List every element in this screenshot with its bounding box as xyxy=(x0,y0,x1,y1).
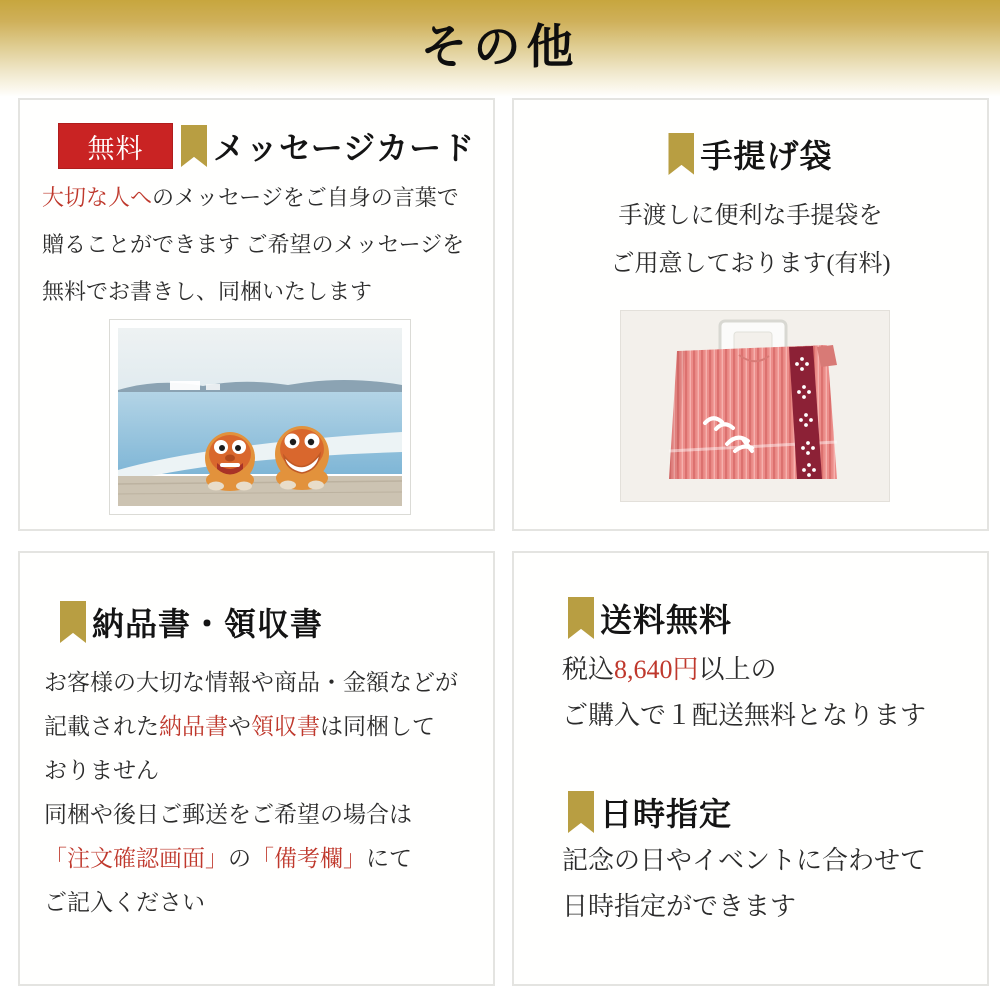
paper-bag-photo xyxy=(620,310,890,502)
text-segment: 無料でお書きし、同梱いたします xyxy=(42,279,373,304)
free-badge: 無料 xyxy=(58,123,173,169)
text-line xyxy=(562,647,926,693)
paper-bag-illustration xyxy=(621,311,889,501)
shisa-beach-photo xyxy=(109,319,411,515)
text-line xyxy=(44,661,458,705)
card-shipping-title-row xyxy=(568,595,732,641)
highlighted-text: 「備考欄」 xyxy=(251,846,366,871)
section-header xyxy=(0,0,1000,97)
text-line xyxy=(562,693,926,739)
text-line xyxy=(562,884,926,930)
card-invoice xyxy=(18,551,495,986)
shisa-left xyxy=(205,432,255,491)
card-datetime-title: 日時指定 xyxy=(600,796,733,832)
text-segment: 記念の日やイベントに合わせて xyxy=(562,846,927,875)
bookmark-ribbon-icon xyxy=(181,125,207,167)
text-line xyxy=(42,221,464,268)
bookmark-ribbon-icon xyxy=(568,791,594,833)
card-invoice-title: 納品書・領収書 xyxy=(92,606,324,642)
text-segment: ご用意しております(有料) xyxy=(610,251,891,277)
text-segment: の xyxy=(228,846,251,871)
text-segment: おりません xyxy=(44,758,159,783)
text-segment: ご購入で１配送無料となります xyxy=(562,701,927,730)
text-segment: ご記入ください xyxy=(44,890,205,915)
card-shipping-datetime xyxy=(512,551,989,986)
page-title: その他 xyxy=(420,22,580,74)
highlighted-text: 納品書 xyxy=(159,714,228,739)
text-segment: のメッセージをご自身の言葉で xyxy=(152,185,459,210)
text-line xyxy=(44,705,458,749)
text-segment: 同梱や後日ご郵送をご希望の場合は xyxy=(44,802,412,827)
card-shipping-text xyxy=(562,647,926,739)
shisa-beach-illustration xyxy=(118,328,402,506)
text-segment: 贈ることができます ご希望のメッセージを xyxy=(42,232,465,257)
card-bag-title: 手提げ袋 xyxy=(700,138,833,174)
shisa-right xyxy=(275,426,329,490)
text-segment: 記載された xyxy=(44,714,159,739)
text-line xyxy=(44,837,458,881)
card-datetime-title-row xyxy=(568,789,732,835)
text-segment: お客様の大切な情報や商品・金額などが xyxy=(44,670,458,695)
bookmark-ribbon-icon xyxy=(668,133,694,175)
highlighted-text: 「注文確認画面」 xyxy=(44,846,228,871)
text-segment: にて xyxy=(366,846,412,871)
text-line xyxy=(42,268,464,315)
text-segment: や xyxy=(228,714,251,739)
text-line xyxy=(514,240,987,288)
card-bag-text xyxy=(514,192,987,288)
bookmark-ribbon-icon xyxy=(60,601,86,643)
text-segment: は同梱して xyxy=(320,714,435,739)
highlighted-text: 領収書 xyxy=(251,714,320,739)
text-line xyxy=(44,793,458,837)
card-invoice-title-row xyxy=(60,599,323,645)
card-shipping-title: 送料無料 xyxy=(600,602,733,638)
text-segment: 日時指定ができます xyxy=(562,892,797,921)
text-line xyxy=(42,174,464,221)
text-segment: 税込 xyxy=(562,655,615,684)
card-message-title: メッセージカード xyxy=(213,130,476,166)
card-message-text xyxy=(42,174,464,315)
card-message xyxy=(18,98,495,531)
card-bag-title-row xyxy=(514,131,987,177)
text-line xyxy=(44,881,458,925)
bookmark-ribbon-icon xyxy=(568,597,594,639)
card-bag xyxy=(512,98,989,531)
text-segment: 以上の xyxy=(698,655,777,684)
card-datetime-text xyxy=(562,838,926,930)
card-invoice-text xyxy=(44,661,458,925)
text-segment: 手渡しに便利な手提袋を xyxy=(618,203,883,229)
card-message-title-row xyxy=(58,123,475,169)
text-line xyxy=(514,192,987,240)
text-line xyxy=(44,749,458,793)
text-line xyxy=(562,838,926,884)
highlighted-text: 大切な人へ xyxy=(42,185,153,210)
highlighted-text: 8,640円 xyxy=(614,655,699,684)
